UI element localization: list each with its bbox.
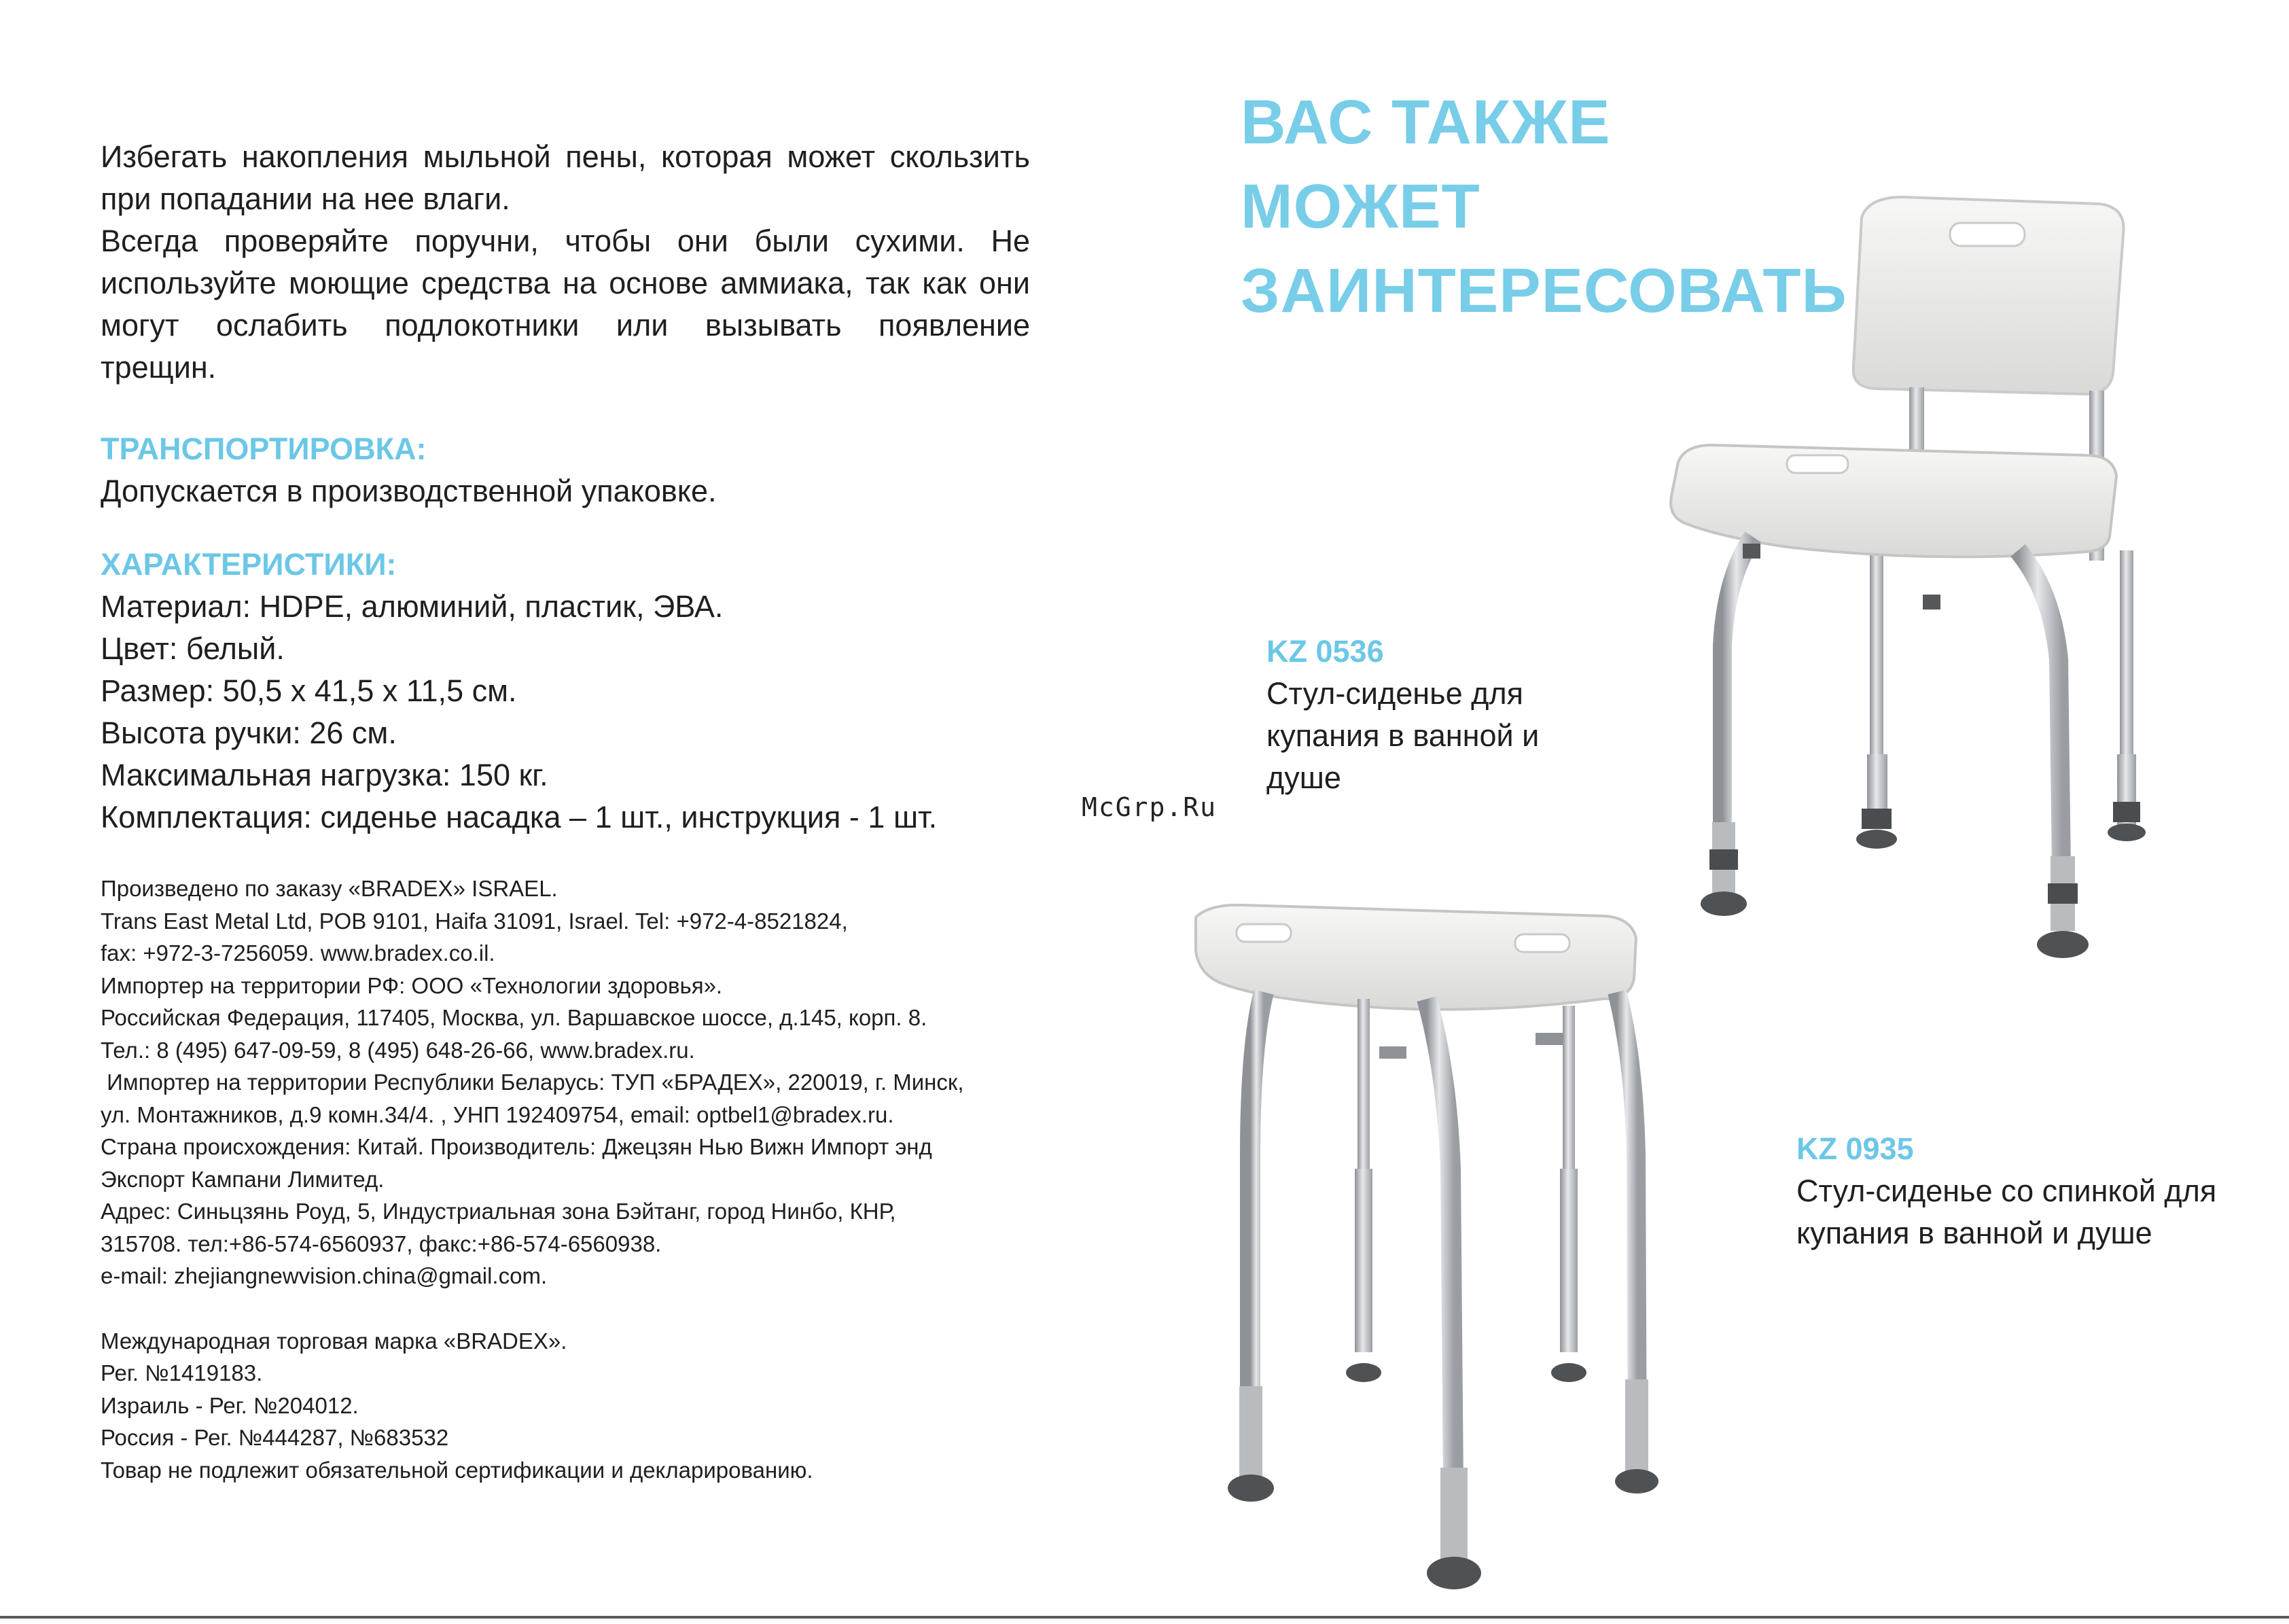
headline-line: ЗАИНТЕРЕСОВАТЬ (1241, 256, 1847, 325)
spec-line: Высота ручки: 26 см. (101, 716, 397, 750)
spec-line: Максимальная нагрузка: 150 кг. (101, 758, 548, 792)
spec-line: Цвет: белый. (101, 631, 285, 666)
care-line: используйте моющие средства на основе аммиака, так как они (101, 266, 1030, 300)
product-desc-line: Стул-сиденье для (1266, 676, 1523, 711)
trademark-line: Россия - Рег. №444287, №683532 (101, 1425, 449, 1450)
product-code: KZ 0536 (1266, 634, 1384, 669)
manufacturer-line: Экспорт Кампани Лимитед. (101, 1166, 385, 1192)
care-line: Всегда проверяйте поручни, чтобы они были сухими. Не (101, 224, 1030, 258)
trademark-line: Товар не подлежит обязательной сертификации и декларированию. (101, 1457, 813, 1483)
specs-title: ХАРАКТЕРИСТИКИ: (101, 547, 397, 582)
care-line: при попадании на нее влаги. (101, 181, 510, 216)
manufacturer-line: Импортер на территории РФ: ООО «Технологии здоровья». (101, 972, 723, 998)
bottom-rule (0, 1616, 2289, 1619)
manufacturer-line: Импортер на территории Республики Беларусь: ТУП «БРАДЕХ», 220019, г. Минск, (101, 1070, 964, 1095)
shower-chair-with-back-image (1583, 170, 2235, 1006)
product-desc-line: душе (1266, 760, 1341, 795)
trademark-line: Рег. №1419183. (101, 1360, 263, 1385)
manufacturer-line: Страна происхождения: Китай. Производитель: Джецзян Нью Вижн Импорт энд (101, 1134, 932, 1159)
trademark-line: Израиль - Рег. №204012. (101, 1392, 359, 1418)
manufacturer-line: Trans East Metal Ltd, POB 9101, Haifa 31091, Israel. Tel: +972-4-8521824, (101, 908, 848, 934)
trademark-line: Международная торговая марка «BRADEX». (101, 1328, 567, 1354)
trademark-info (101, 1325, 1030, 1487)
headline-line: ВАС ТАКЖЕ (1241, 88, 1611, 157)
spec-line: Размер: 50,5 х 41,5 х 11,5 см. (101, 673, 517, 708)
manufacturer-line: Российская Федерация, 117405, Москва, ул. Варшавское шоссе, д.145, корп. 8. (101, 1005, 927, 1030)
product-card-kz0935 (1796, 1128, 2272, 1254)
care-paragraph (101, 136, 1030, 389)
care-line: могут ослабить подлокотники или вызывать появление (101, 308, 1030, 342)
care-line: Избегать накопления мыльной пены, которая может скользить (101, 139, 1030, 174)
care-line: трещин. (101, 350, 217, 385)
manufacturer-line: Адрес: Синьцзянь Роуд, 5, Индустриальная зона Бэйтанг, город Нинбо, КНР, (101, 1199, 896, 1224)
manufacturer-line: Тел.: 8 (495) 647-09-59, 8 (495) 648-26-66, www.bradex.ru. (101, 1037, 695, 1063)
manufacturer-line: ул. Монтажников, д.9 комн.34/4. , УНП 192409754, email: optbel1@bradex.ru. (101, 1101, 894, 1127)
spec-line: Материал: HDPE, алюминий, пластик, ЭВА. (101, 589, 724, 624)
product-desc-line: Стул-сиденье со спинкой для (1796, 1173, 2217, 1208)
manufacturer-line: fax: +972-3-7256059. www.bradex.co.il. (101, 940, 495, 966)
left-column (101, 136, 1030, 1486)
product-code: KZ 0935 (1796, 1131, 1914, 1166)
product-card-kz0536 (1266, 631, 1620, 799)
manufacturer-line: e-mail: zhejiangnewvision.china@gmail.com. (101, 1263, 548, 1288)
product-desc-line: купания в ванной и (1266, 718, 1540, 753)
spec-line: Комплектация: сиденье насадка – 1 шт., инструкция - 1 шт. (101, 800, 938, 834)
transport-title: ТРАНСПОРТИРОВКА: (101, 431, 427, 466)
manufacturer-line: Произведено по заказу «BRADEX» ISRAEL. (101, 876, 558, 901)
manufacturer-line: 315708. тел:+86-574-6560937, факс:+86-574-6560938. (101, 1231, 662, 1256)
headline-line: МОЖЕТ (1241, 172, 1480, 241)
transport-text: Допускается в производственной упаковке. (101, 474, 717, 508)
product-desc-line: купания в ванной и душе (1796, 1216, 2152, 1250)
shower-chair-image (1182, 897, 1834, 1624)
manufacturer-info (101, 872, 1030, 1292)
watermark: McGrp.Ru (1082, 792, 1218, 822)
